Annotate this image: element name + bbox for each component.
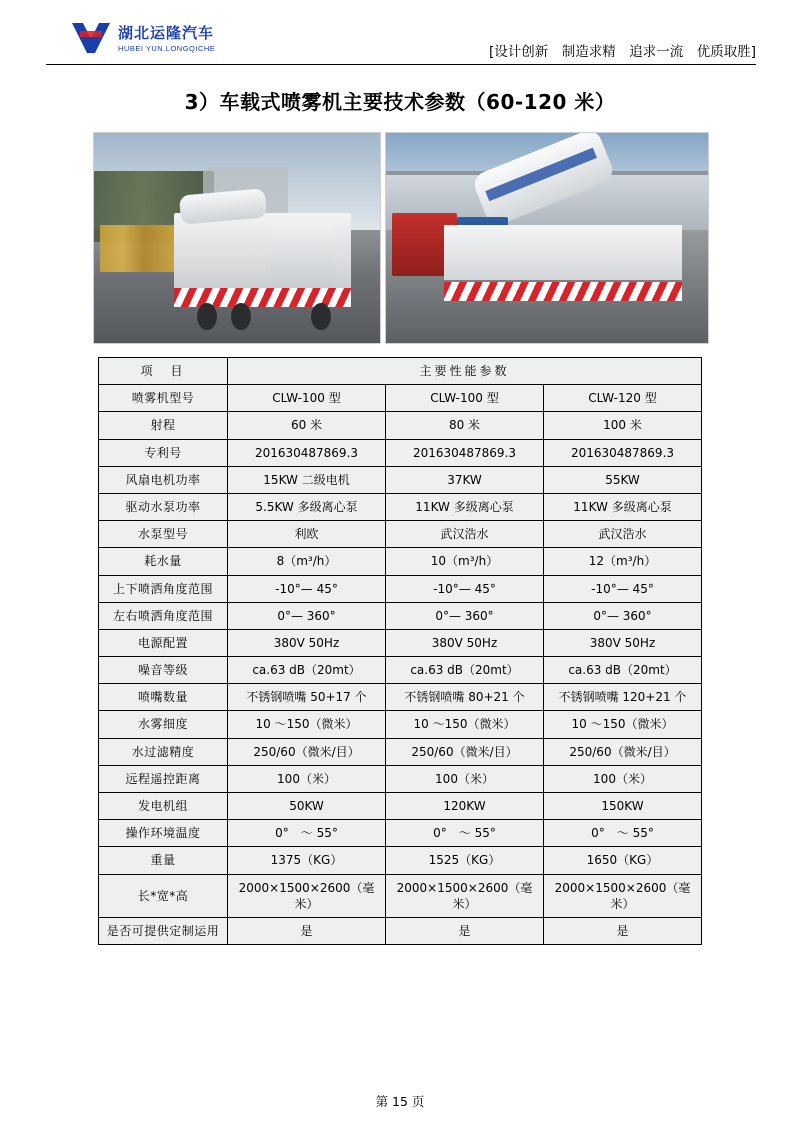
row-label: 水雾细度 — [99, 711, 228, 738]
row-value: 80 米 — [386, 412, 544, 439]
table-row — [99, 521, 702, 548]
table-row — [99, 793, 702, 820]
table-row — [99, 917, 702, 944]
spec-table — [98, 357, 702, 945]
row-label: 水泵型号 — [99, 521, 228, 548]
row-value: 100（米） — [386, 765, 544, 792]
table-row — [99, 385, 702, 412]
table-row — [99, 412, 702, 439]
row-value: 150KW — [544, 793, 702, 820]
row-value: 武汉浩水 — [386, 521, 544, 548]
row-value: CLW-100 型 — [228, 385, 386, 412]
spec-table-body — [99, 358, 702, 945]
row-label: 发电机组 — [99, 793, 228, 820]
row-label: 长*宽*高 — [99, 874, 228, 917]
header-slogan: [设计创新 制造求精 追求一流 优质取胜] — [488, 44, 756, 60]
row-label: 驱动水泵功率 — [99, 493, 228, 520]
row-value: 0° ～ 55° — [386, 820, 544, 847]
row-value: 是 — [386, 917, 544, 944]
row-label: 左右喷洒角度范围 — [99, 602, 228, 629]
row-value: -10°— 45° — [544, 575, 702, 602]
table-header-row — [99, 358, 702, 385]
row-value: 0° ～ 55° — [544, 820, 702, 847]
logo-company-name-cn: 湖北运隆汽车 — [118, 23, 215, 42]
row-value: 0°— 360° — [544, 602, 702, 629]
row-label: 重量 — [99, 847, 228, 874]
row-value: ca.63 dB（20mt） — [544, 657, 702, 684]
table-row — [99, 820, 702, 847]
row-value: 11KW 多级离心泵 — [386, 493, 544, 520]
page-footer: 第 15 页 — [375, 1094, 425, 1109]
row-label: 上下喷洒角度范围 — [99, 575, 228, 602]
table-row — [99, 602, 702, 629]
table-row — [99, 493, 702, 520]
table-row — [99, 548, 702, 575]
row-value: 武汉浩水 — [544, 521, 702, 548]
row-label: 喷嘴数量 — [99, 684, 228, 711]
row-value: 不锈钢喷嘴 80+21 个 — [386, 684, 544, 711]
row-value: 201630487869.3 — [228, 439, 386, 466]
row-value: 100（米） — [544, 765, 702, 792]
table-header-item: 项 目 — [99, 358, 228, 385]
photo-parked-trucks — [100, 225, 174, 271]
row-value: 0° ～ 55° — [228, 820, 386, 847]
row-label: 专利号 — [99, 439, 228, 466]
row-value: 10 ～150（微米） — [228, 711, 386, 738]
row-value: CLW-120 型 — [544, 385, 702, 412]
row-value: 8（m³/h） — [228, 548, 386, 575]
row-value: -10°— 45° — [228, 575, 386, 602]
table-row — [99, 575, 702, 602]
row-value: 201630487869.3 — [386, 439, 544, 466]
row-value: 50KW — [228, 793, 386, 820]
photo-truck-bed — [444, 225, 682, 280]
header-divider — [46, 64, 756, 65]
row-label: 噪音等级 — [99, 657, 228, 684]
row-label: 射程 — [99, 412, 228, 439]
row-value: 250/60（微米/目） — [386, 738, 544, 765]
table-header-params: 主要性能参数 — [228, 358, 702, 385]
row-value: ca.63 dB（20mt） — [228, 657, 386, 684]
row-value: 380V 50Hz — [228, 629, 386, 656]
row-value: 不锈钢喷嘴 50+17 个 — [228, 684, 386, 711]
row-value: 5.5KW 多级离心泵 — [228, 493, 386, 520]
row-value: 2000×1500×2600（毫米） — [386, 874, 544, 917]
photo-truck-raised-cannon — [385, 132, 709, 344]
row-label: 远程遥控距离 — [99, 765, 228, 792]
row-value: 10（m³/h） — [386, 548, 544, 575]
row-label: 电源配置 — [99, 629, 228, 656]
table-row — [99, 629, 702, 656]
company-logo — [68, 16, 256, 62]
row-value: 1650（KG） — [544, 847, 702, 874]
photo-truck-side-view — [93, 132, 381, 344]
table-row — [99, 439, 702, 466]
table-row — [99, 738, 702, 765]
logo-text-block — [118, 23, 216, 53]
row-value: 60 米 — [228, 412, 386, 439]
row-value: 2000×1500×2600（毫米） — [544, 874, 702, 917]
row-value: 201630487869.3 — [544, 439, 702, 466]
row-value: 是 — [228, 917, 386, 944]
row-value: 0°— 360° — [228, 602, 386, 629]
row-value: 12（m³/h） — [544, 548, 702, 575]
row-label: 操作环境温度 — [99, 820, 228, 847]
yunlong-logo-icon — [68, 19, 114, 59]
photo-row — [93, 132, 709, 344]
row-value: 250/60（微米/目） — [228, 738, 386, 765]
row-value: 380V 50Hz — [386, 629, 544, 656]
row-value: 1375（KG） — [228, 847, 386, 874]
row-value: 是 — [544, 917, 702, 944]
table-row — [99, 466, 702, 493]
table-row — [99, 684, 702, 711]
row-value: 2000×1500×2600（毫米） — [228, 874, 386, 917]
row-value: 利欧 — [228, 521, 386, 548]
row-value: 10 ～150（微米） — [386, 711, 544, 738]
row-value: 10 ～150（微米） — [544, 711, 702, 738]
photo-truck-cab — [271, 225, 334, 288]
row-value: 380V 50Hz — [544, 629, 702, 656]
table-row — [99, 847, 702, 874]
row-value: -10°— 45° — [386, 575, 544, 602]
page-header — [46, 16, 756, 66]
row-label: 是否可提供定制运用 — [99, 917, 228, 944]
table-row — [99, 657, 702, 684]
row-value: 37KW — [386, 466, 544, 493]
row-value: 0°— 360° — [386, 602, 544, 629]
row-label: 水过滤精度 — [99, 738, 228, 765]
table-row — [99, 765, 702, 792]
row-value: 100（米） — [228, 765, 386, 792]
row-value: 250/60（微米/目） — [544, 738, 702, 765]
row-label: 喷雾机型号 — [99, 385, 228, 412]
row-value: 55KW — [544, 466, 702, 493]
row-label: 耗水量 — [99, 548, 228, 575]
page-title: 3）车载式喷雾机主要技术参数（60-120 米） — [184, 90, 616, 114]
row-value: 1525（KG） — [386, 847, 544, 874]
row-label: 风扇电机功率 — [99, 466, 228, 493]
table-row — [99, 711, 702, 738]
row-value: 15KW 二级电机 — [228, 466, 386, 493]
row-value: 120KW — [386, 793, 544, 820]
row-value: CLW-100 型 — [386, 385, 544, 412]
row-value: 11KW 多级离心泵 — [544, 493, 702, 520]
row-value: ca.63 dB（20mt） — [386, 657, 544, 684]
row-value: 不锈钢喷嘴 120+21 个 — [544, 684, 702, 711]
logo-company-name-en: HUBEI YUN.LONGQICHE — [118, 43, 216, 53]
photo-red-white-stripe — [444, 282, 682, 301]
table-row — [99, 874, 702, 917]
row-value: 100 米 — [544, 412, 702, 439]
